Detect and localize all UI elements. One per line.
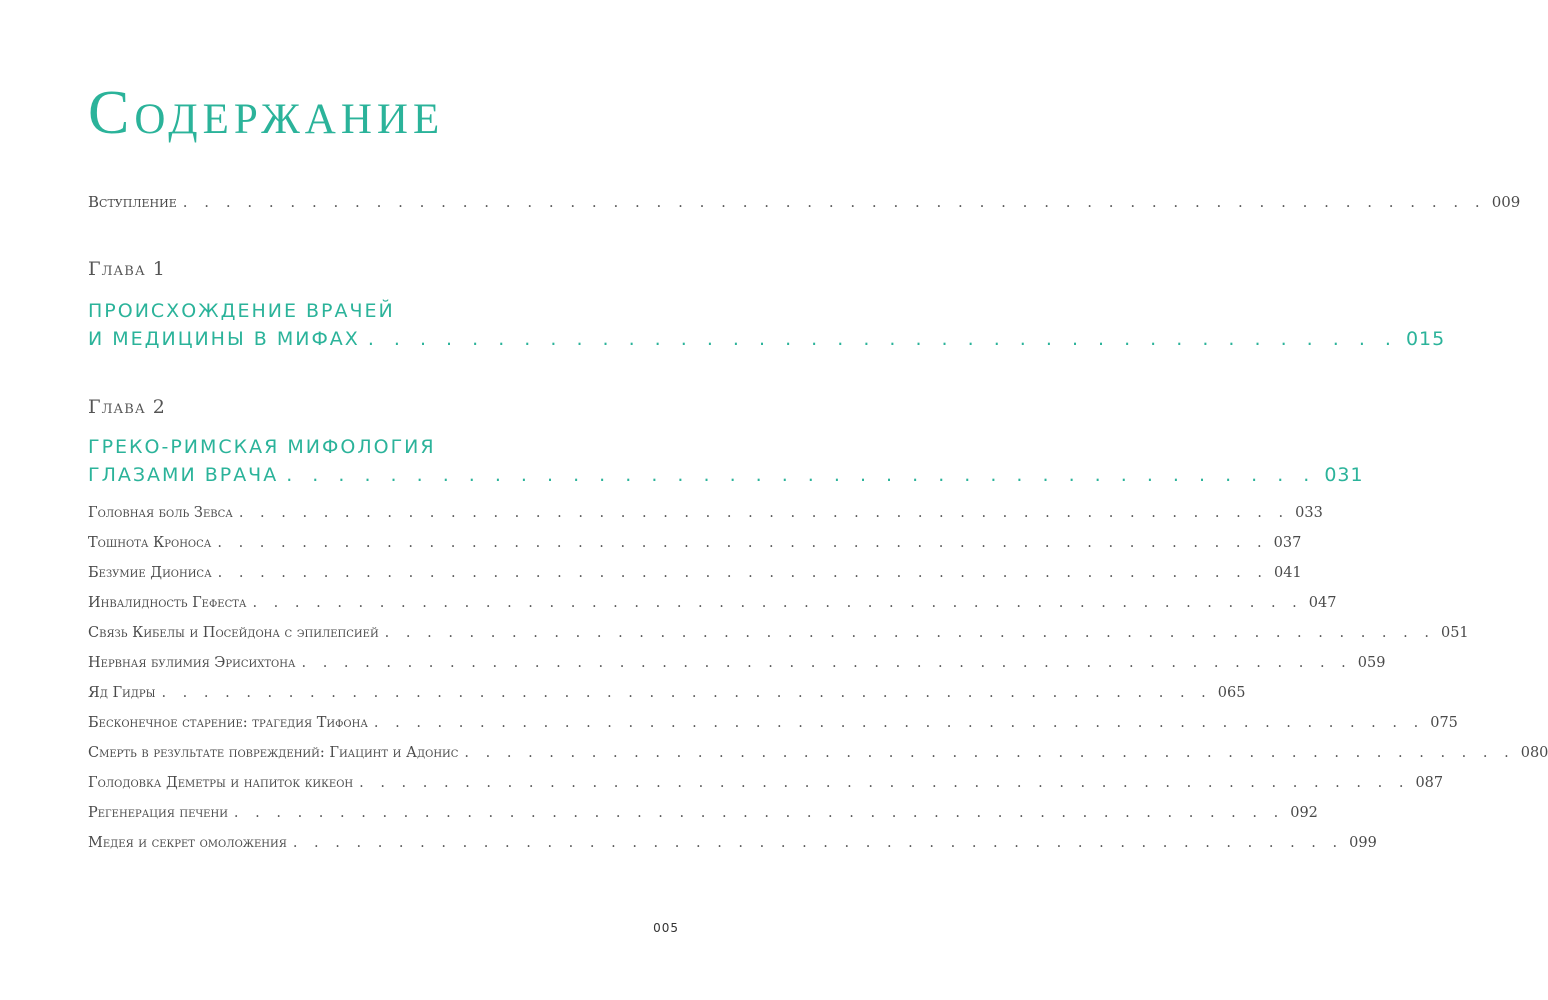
dot-leader: . . . . . . . . . . . . . . . . . . . . . . . . . . . . . . . . . . . . . . . . . . . . . . . . . . [359,775,1410,791]
toc-entry[interactable] [88,655,1386,671]
dot-leader: . . . . . . . . . . . . . . . . . . . . . . . . . . . . . . . . . . . . . . . . . . . . . . . . . . [301,655,1352,671]
chapter-title-line-1: ГРЕКО-РИМСКАЯ МИФОЛОГИЯ [88,436,436,458]
toc-page-number: 059 [1357,655,1386,671]
chapter-2-heading: Глава 2 [88,396,166,418]
dot-leader: . . . . . . . . . . . . . . . . . . . . . . . . . . . . . . . . . . . . . . . . . . . . . . . . . . [373,715,1425,731]
dot-leader: . . . . . . . . . . . . . . . . . . . . . . . . . . . . . . . . . . . . . . . . . . . . . . . . . . [217,535,1268,551]
toc-page-number: 065 [1217,685,1246,701]
dot-leader: . . . . . . . . . . . . . . . . . . . . . . . . . . . . . . . . . . . . . . . . . . . . . . . . . . [252,595,1303,611]
dot-leader: . . . . . . . . . . . . . . . . . . . . . . . . . . . . . . . . . . . . . . . . [286,464,1317,486]
toc-entry[interactable] [88,775,1444,791]
toc-page-number: 031 [1324,464,1364,486]
toc-entry[interactable] [88,805,1318,821]
toc-entry[interactable] [88,685,1246,701]
toc-page-number: 015 [1405,328,1446,350]
toc-page-number: 080 [1520,745,1548,761]
toc-entry-label: Медея и секрет омоложения [88,835,287,851]
toc-page-number: 033 [1295,505,1323,521]
chapter-1-title[interactable] [88,300,1446,350]
toc-page-number: 075 [1430,715,1458,731]
toc-entry[interactable] [88,595,1337,611]
toc-page-number: 037 [1273,535,1302,551]
chapter-1-heading: Глава 1 [88,258,166,280]
chapter-title-line-2: ГЛАЗАМИ ВРАЧА [88,464,279,486]
toc-page-number: 092 [1290,805,1318,821]
dot-leader: . . . . . . . . . . . . . . . . . . . . . . . . . . . . . . . . . . . . . . . . . . . . . . . . . . [233,805,1285,821]
chapter-title-line-1: ПРОИСХОЖДЕНИЕ ВРАЧЕЙ [88,300,395,322]
chapter-title-line-2: И МЕДИЦИНЫ В МИФАХ [88,328,360,350]
toc-entry[interactable] [88,715,1458,731]
dot-leader: . . . . . . . . . . . . . . . . . . . . . . . . . . . . . . . . . . . . . . . . . . . . . . . . . . [464,745,1515,761]
toc-entry-label: Связь Кибелы и Посейдона с эпилепсией [88,625,379,641]
toc-page-number: 087 [1415,775,1444,791]
toc-entry[interactable] [88,535,1302,551]
toc-entry[interactable] [88,625,1469,641]
toc-page-number: 047 [1308,595,1337,611]
page-number: 005 [653,921,679,935]
page-title: Содержание [88,79,445,147]
toc-entry-label: Головная боль Зевса [88,505,233,521]
toc-entry-label: Смерть в результате повреждений: Гиацинт и Адонис [88,745,459,761]
toc-entry-label: Бесконечное старение: трагедия Тифона [88,715,368,731]
toc-entry[interactable] [88,835,1377,851]
toc-entry-label: Тошнота Кроноса [88,535,212,551]
toc-page-number: 099 [1349,835,1377,851]
toc-entry-label: Яд Гидры [88,685,156,701]
toc-entry-intro[interactable] [88,193,1521,211]
toc-entry[interactable] [88,505,1323,521]
dot-leader: . . . . . . . . . . . . . . . . . . . . . . . . . . . . . . . . . . . . . . . . . . . . . . . . . . . . . . . . . . . . . [182,193,1486,211]
dot-leader: . . . . . . . . . . . . . . . . . . . . . . . . . . . . . . . . . . . . . . . . . . . . . . . . . . [238,505,1290,521]
chapter-2-title[interactable] [88,436,1364,486]
toc-entry-label: Голодовка Деметры и напиток кикеон [88,775,354,791]
toc-entry[interactable] [88,565,1302,581]
toc-entry-label: Безумие Диониса [88,565,212,581]
toc-entry-label: Вступление [88,193,177,211]
toc-entry[interactable] [88,745,1548,761]
dot-leader: . . . . . . . . . . . . . . . . . . . . . . . . . . . . . . . . . . . . . . . . . . . . . . . . . . [217,565,1268,581]
toc-entry-label: Инвалидность Гефеста [88,595,247,611]
dot-leader: . . . . . . . . . . . . . . . . . . . . . . . . . . . . . . . . . . . . . . . . . . . . . . . . . . [292,835,1344,851]
toc-entry-label: Нервная булимия Эрисихтона [88,655,296,671]
toc-page-number: 009 [1491,193,1521,211]
toc-page-number: 051 [1440,625,1469,641]
dot-leader: . . . . . . . . . . . . . . . . . . . . . . . . . . . . . . . . . . . . . . . . . . . . . . . . . . [161,685,1212,701]
toc-page-number: 041 [1273,565,1302,581]
dot-leader: . . . . . . . . . . . . . . . . . . . . . . . . . . . . . . . . . . . . . . . . . . . . . . . . . . [384,625,1435,641]
dot-leader: . . . . . . . . . . . . . . . . . . . . . . . . . . . . . . . . . . . . . . . . [367,328,1398,350]
toc-entry-label: Регенерация печени [88,805,228,821]
